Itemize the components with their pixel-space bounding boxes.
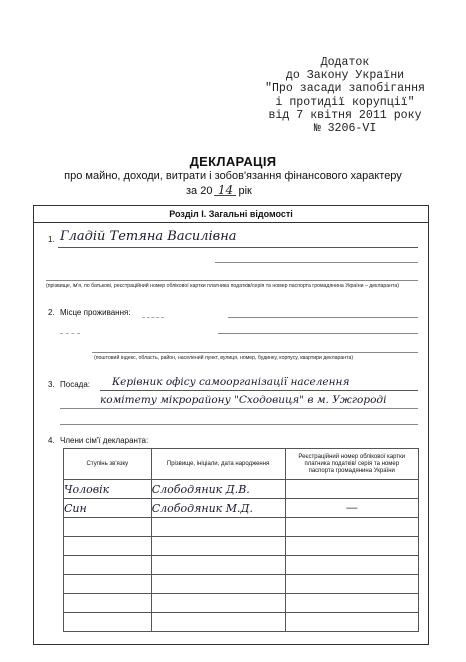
appendix-line: від 7 квітня 2011 року <box>268 108 422 122</box>
year-prefix: за 20 <box>186 185 213 197</box>
field-3-line <box>100 390 418 391</box>
table-row <box>64 575 419 594</box>
row-name: Слободяник Д.В. <box>151 480 285 499</box>
document-title: ДЕКЛАРАЦІЯ <box>189 154 277 169</box>
family-members-table <box>63 448 419 632</box>
field-3-line-2 <box>60 408 418 409</box>
field-1-line <box>58 247 418 248</box>
row-relation: Чоловік <box>64 480 152 499</box>
field-2-line-2 <box>228 317 418 318</box>
field-2-number: 2. <box>48 308 55 317</box>
header-reg-number: Реєстраційний номер облікової картки платника податків/ серія та номер паспорта громадянина України <box>285 449 419 480</box>
field-2-hint: (поштовий індекс, область, район, населений пункт, вулиця, номер, будинку, корпусу, квартири декларанта) <box>94 355 354 361</box>
row-relation: Син <box>64 499 152 518</box>
year-underline <box>214 195 236 196</box>
row-reg-number: — <box>285 499 419 518</box>
table-row <box>64 518 419 537</box>
appendix-line: до Закону України <box>285 69 405 83</box>
field-3-number: 3. <box>48 380 55 389</box>
field-4-label: Члени сім'ї декларанта: <box>60 436 149 445</box>
table-header-row <box>64 449 419 480</box>
field-2-line-4 <box>218 333 418 334</box>
appendix-line: Додаток <box>320 56 370 69</box>
field-1-value: Гладій Тетяна Василівна <box>60 229 237 244</box>
year-suffix: рік <box>238 185 252 197</box>
row-reg-number <box>285 480 419 499</box>
field-1-hint: (прізвище, ім'я, по батькові, реєстраційний номер облікової картки платника податків/серія та номер паспорта громадянина України – декларанта) <box>46 283 399 289</box>
header-name: Прізвище, ініціали, дата народження <box>151 449 285 480</box>
table-row <box>64 556 419 575</box>
field-3-value-line-1: Керівник офісу самоорганізації населення <box>112 376 350 388</box>
appendix-note <box>250 56 440 135</box>
field-3-value-line-2: комітету мікрорайону "Сходовиця" в м. Ужгороді <box>100 394 387 406</box>
field-2-line-3 <box>60 333 80 334</box>
field-1-line-3 <box>46 280 418 281</box>
year-value: 14 <box>217 183 234 197</box>
appendix-line: і протидії корупції" <box>275 95 415 109</box>
field-1-number: 1. <box>48 235 55 244</box>
table-row <box>64 613 419 632</box>
field-2-line <box>142 317 164 318</box>
table-row <box>64 537 419 556</box>
table-row <box>64 499 419 518</box>
field-3-label: Посада: <box>60 380 90 389</box>
field-1-line-2 <box>215 262 418 263</box>
field-3-line-3 <box>60 424 418 425</box>
section-title-divider <box>33 222 429 223</box>
field-4-number: 4. <box>48 436 55 445</box>
field-2-line-5 <box>92 352 418 353</box>
table-row <box>64 480 419 499</box>
appendix-line: "Про засади запобігання <box>264 82 426 96</box>
section-title: Розділ І. Загальні відомості <box>169 209 293 219</box>
header-relation: Ступінь зв'язку <box>64 449 152 480</box>
document-subtitle: про майно, доходи, витрати і зобов'язання фінансового характеру <box>64 170 402 182</box>
table-row <box>64 594 419 613</box>
row-name: Слободяник М.Д. <box>151 499 285 518</box>
appendix-line: № 3206-VI <box>313 122 377 136</box>
field-2-label: Місце проживання: <box>60 308 131 317</box>
